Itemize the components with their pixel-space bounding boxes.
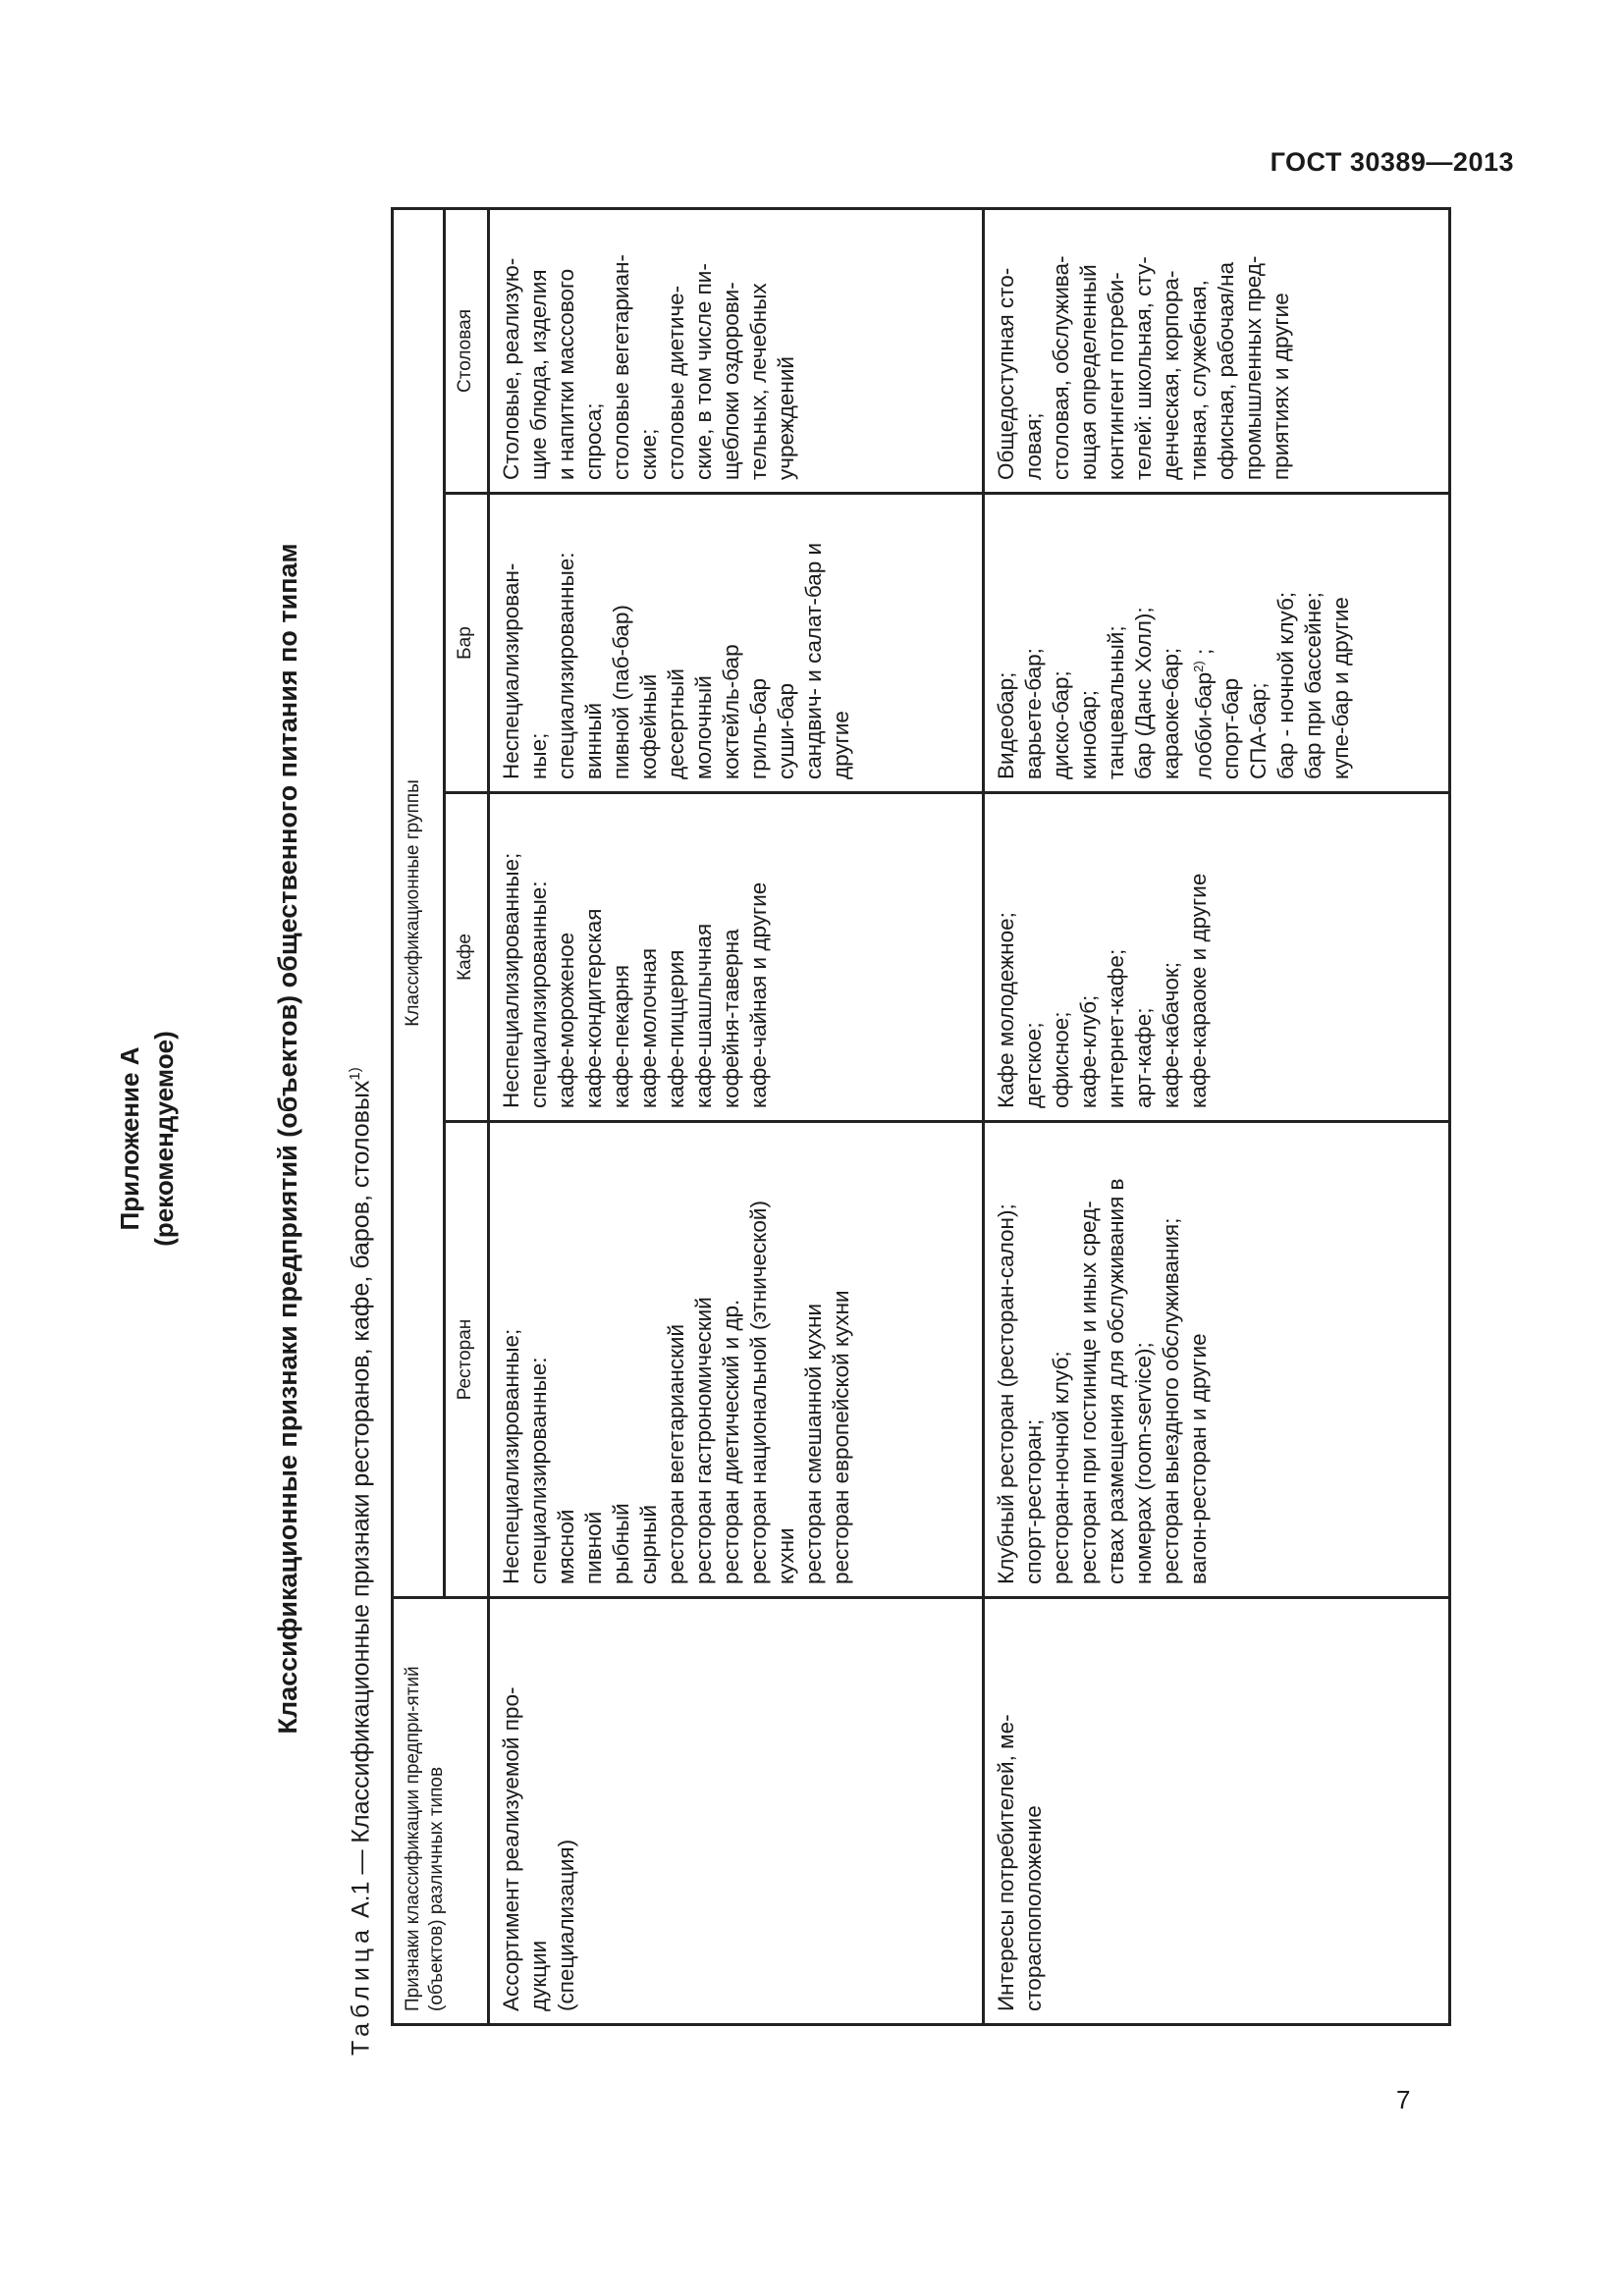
criterion-line: Интересы потребителей, ме- bbox=[993, 1714, 1018, 2011]
appendix-heading bbox=[113, 192, 182, 2085]
list-item: СПА-бар; bbox=[1246, 682, 1272, 779]
list-item: кинобар; bbox=[1075, 690, 1101, 779]
list-item: кафе-мороженое bbox=[554, 932, 578, 1108]
list-item: телей: школьная, сту- bbox=[1130, 256, 1156, 480]
list-item: учреждений bbox=[774, 355, 798, 480]
list-item: бар (Данс Холл); bbox=[1130, 607, 1156, 779]
list-item: специализированные: bbox=[526, 881, 551, 1108]
list-item: ресторан вегетарианский bbox=[664, 1323, 688, 1584]
list-item: ные; bbox=[526, 732, 551, 779]
list-item bbox=[1185, 507, 1218, 779]
caption-text: Классификационные признаки ресторанов, кафе, баров, столовых bbox=[347, 1080, 375, 1843]
page-number: 7 bbox=[1396, 2085, 1411, 2114]
list-item: кофейный bbox=[636, 673, 661, 779]
list-item: офисная, рабочая/на bbox=[1213, 261, 1238, 480]
bar-cell bbox=[983, 494, 1449, 793]
list-item: кухни bbox=[774, 1527, 798, 1584]
table-row bbox=[983, 208, 1449, 2024]
list-item: промышленных пред- bbox=[1240, 255, 1266, 480]
list-item: и напитки массового bbox=[554, 268, 578, 480]
appendix-status: (рекомендуемое) bbox=[149, 1031, 179, 1247]
list-item: кафе-клуб; bbox=[1075, 994, 1101, 1108]
list-item: кафе-кондитерская bbox=[581, 908, 606, 1108]
list-item: Неспециализирован- bbox=[499, 562, 523, 779]
criteria-header: Признаки классификации предпри-ятий (объектов) различных типов bbox=[393, 1598, 489, 2025]
column-header-bar: Бар bbox=[445, 494, 489, 793]
table-caption bbox=[347, 1067, 375, 2056]
list-item: сырный bbox=[636, 1504, 661, 1584]
list-item: суши-бар bbox=[774, 682, 798, 779]
list-item: бар - ночной клуб; bbox=[1273, 591, 1299, 779]
column-header-cafe: Кафе bbox=[445, 793, 489, 1122]
list-item: спорт-бар bbox=[1218, 677, 1244, 779]
list-item: ресторан выездного обслуживания; bbox=[1158, 1217, 1183, 1584]
list-item: ющая определенный bbox=[1075, 264, 1101, 480]
list-item: молочный bbox=[691, 675, 716, 779]
list-item: кафе-пиццерия bbox=[664, 949, 688, 1108]
list-item: Клубный ресторан (ресторан-салон); bbox=[993, 1203, 1018, 1584]
list-item: варьете-бар; bbox=[1020, 648, 1046, 779]
list-item: ресторан гастрономический bbox=[691, 1297, 716, 1584]
list-item: сандвич- и салат-бар и bbox=[801, 542, 826, 779]
list-item: ловая; bbox=[1020, 412, 1046, 480]
list-item: тивная, служебная, bbox=[1185, 280, 1211, 480]
list-item: столовые вегетариан- bbox=[609, 254, 633, 480]
list-item: офисное; bbox=[1048, 1011, 1073, 1108]
list-item: ресторан-ночной клуб; bbox=[1048, 1351, 1073, 1584]
list-item: номерах (room-service); bbox=[1130, 1342, 1156, 1584]
criterion-cell bbox=[983, 1598, 1449, 2025]
column-header-canteen: Столовая bbox=[445, 208, 489, 493]
restaurant-cell bbox=[983, 1122, 1449, 1598]
list-item: бар при бассейне; bbox=[1301, 592, 1326, 779]
footnote-mark: 2) bbox=[1190, 661, 1206, 672]
restaurant-cell bbox=[489, 1122, 984, 1598]
list-item: ресторан национальной (этнической) bbox=[746, 1201, 771, 1584]
table-row bbox=[489, 208, 984, 2024]
list-item: пивной (паб-бар) bbox=[609, 605, 633, 779]
caption-footnote-mark: 1) bbox=[347, 1067, 363, 1081]
list-item: рыбный bbox=[609, 1503, 633, 1584]
list-item: ресторан смешанной кухни bbox=[801, 1303, 826, 1584]
list-item: Неспециализированные; bbox=[499, 1328, 523, 1584]
bar-cell bbox=[489, 494, 984, 793]
caption-dash: — bbox=[347, 1849, 375, 1875]
list-item: ресторан европейской кухни bbox=[829, 1290, 853, 1584]
list-item: кафе-кабачок; bbox=[1158, 962, 1183, 1108]
list-item: купе-бар и другие bbox=[1328, 597, 1354, 779]
caption-prefix: Таблица bbox=[347, 1924, 375, 2056]
list-item: вагон-ресторан и другие bbox=[1185, 1333, 1211, 1584]
criterion-cell bbox=[489, 1598, 984, 2025]
list-item: тельных, лечебных bbox=[746, 283, 771, 480]
list-item: столовые диетиче- bbox=[664, 285, 688, 480]
list-item: ские, в том числе пи- bbox=[691, 263, 716, 480]
groups-header: Классификационные группы bbox=[393, 208, 445, 1597]
list-item: Неспециализированные; bbox=[499, 852, 523, 1108]
list-item: специализированные: bbox=[526, 1357, 551, 1584]
list-item: десертный bbox=[664, 668, 688, 779]
list-item: щеблоки оздорови- bbox=[719, 282, 743, 480]
cafe-cell bbox=[489, 793, 984, 1122]
canteen-cell bbox=[489, 208, 984, 493]
list-item: Общедоступная сто- bbox=[993, 267, 1018, 480]
caption-number: А.1 bbox=[347, 1881, 375, 1919]
list-item: мясной bbox=[554, 1509, 578, 1584]
list-item: ресторан диетический и др. bbox=[719, 1299, 743, 1584]
list-item: ские; bbox=[636, 428, 661, 480]
list-item: щие блюда, изделия bbox=[526, 269, 551, 480]
list-item: диско-бар; bbox=[1048, 670, 1073, 779]
list-item: караоке-бар; bbox=[1158, 647, 1183, 779]
column-header-restaurant: Ресторан bbox=[445, 1122, 489, 1598]
list-item: гриль-бар bbox=[746, 677, 771, 779]
cafe-cell bbox=[983, 793, 1449, 1122]
list-item: коктейль-бар bbox=[719, 644, 743, 779]
list-item: винный bbox=[581, 702, 606, 779]
list-item: кафе-молочная bbox=[636, 947, 661, 1108]
section-title: Классификационные признаки предприятий (объектов) общественного питания по типам bbox=[273, 543, 302, 1735]
list-item: пивной bbox=[581, 1511, 606, 1584]
list-item: кафе-пекарня bbox=[609, 964, 633, 1108]
appendix-title: Приложение А bbox=[115, 1046, 144, 1231]
list-item: спроса; bbox=[581, 402, 606, 480]
list-item: столовая, обслужива- bbox=[1048, 255, 1073, 480]
classification-table bbox=[391, 207, 1451, 2026]
list-item: Видеобар; bbox=[993, 671, 1018, 779]
document-header: ГОСТ 30389—2013 bbox=[1270, 147, 1514, 177]
list-item: приятиях и другие bbox=[1268, 293, 1293, 480]
list-item: кафе-шашлычная bbox=[691, 923, 716, 1108]
criterion-line: (специализация) bbox=[554, 1839, 578, 2011]
list-item: детское; bbox=[1020, 1022, 1046, 1108]
list-item: ствах размещения для обслуживания в bbox=[1103, 1178, 1128, 1584]
list-item: контингент потреби- bbox=[1103, 272, 1128, 480]
list-item: ресторан при гостинице и иных сред- bbox=[1075, 1201, 1101, 1584]
criterion-line: стораспоположение bbox=[1020, 1805, 1046, 2011]
list-item: арт-кафе; bbox=[1130, 1007, 1156, 1108]
canteen-cell bbox=[983, 208, 1449, 493]
criterion-line: дукции bbox=[526, 1940, 551, 2011]
list-item: танцевальный; bbox=[1103, 625, 1128, 779]
list-item: Кафе молодежное; bbox=[993, 912, 1018, 1108]
criterion-line: Ассортимент реализуемой про- bbox=[499, 1686, 523, 2011]
list-item: специализированные: bbox=[554, 552, 578, 779]
list-item: другие bbox=[829, 711, 853, 779]
list-item: кафе-караоке и другие bbox=[1185, 873, 1211, 1108]
list-item: спорт-ресторан; bbox=[1020, 1418, 1046, 1584]
rotated-content bbox=[113, 192, 1458, 2085]
list-item: интернет-кафе; bbox=[1103, 948, 1128, 1108]
list-item: денческая, корпора- bbox=[1158, 270, 1183, 480]
list-item: кафе-чайная и другие bbox=[746, 881, 771, 1108]
list-item: Столовые, реализую- bbox=[499, 257, 523, 480]
footnote-suffix: ; bbox=[1191, 648, 1217, 662]
lobby-bar-label: лобби-бар bbox=[1191, 671, 1217, 779]
list-item: кофейня-таверна bbox=[719, 929, 743, 1108]
